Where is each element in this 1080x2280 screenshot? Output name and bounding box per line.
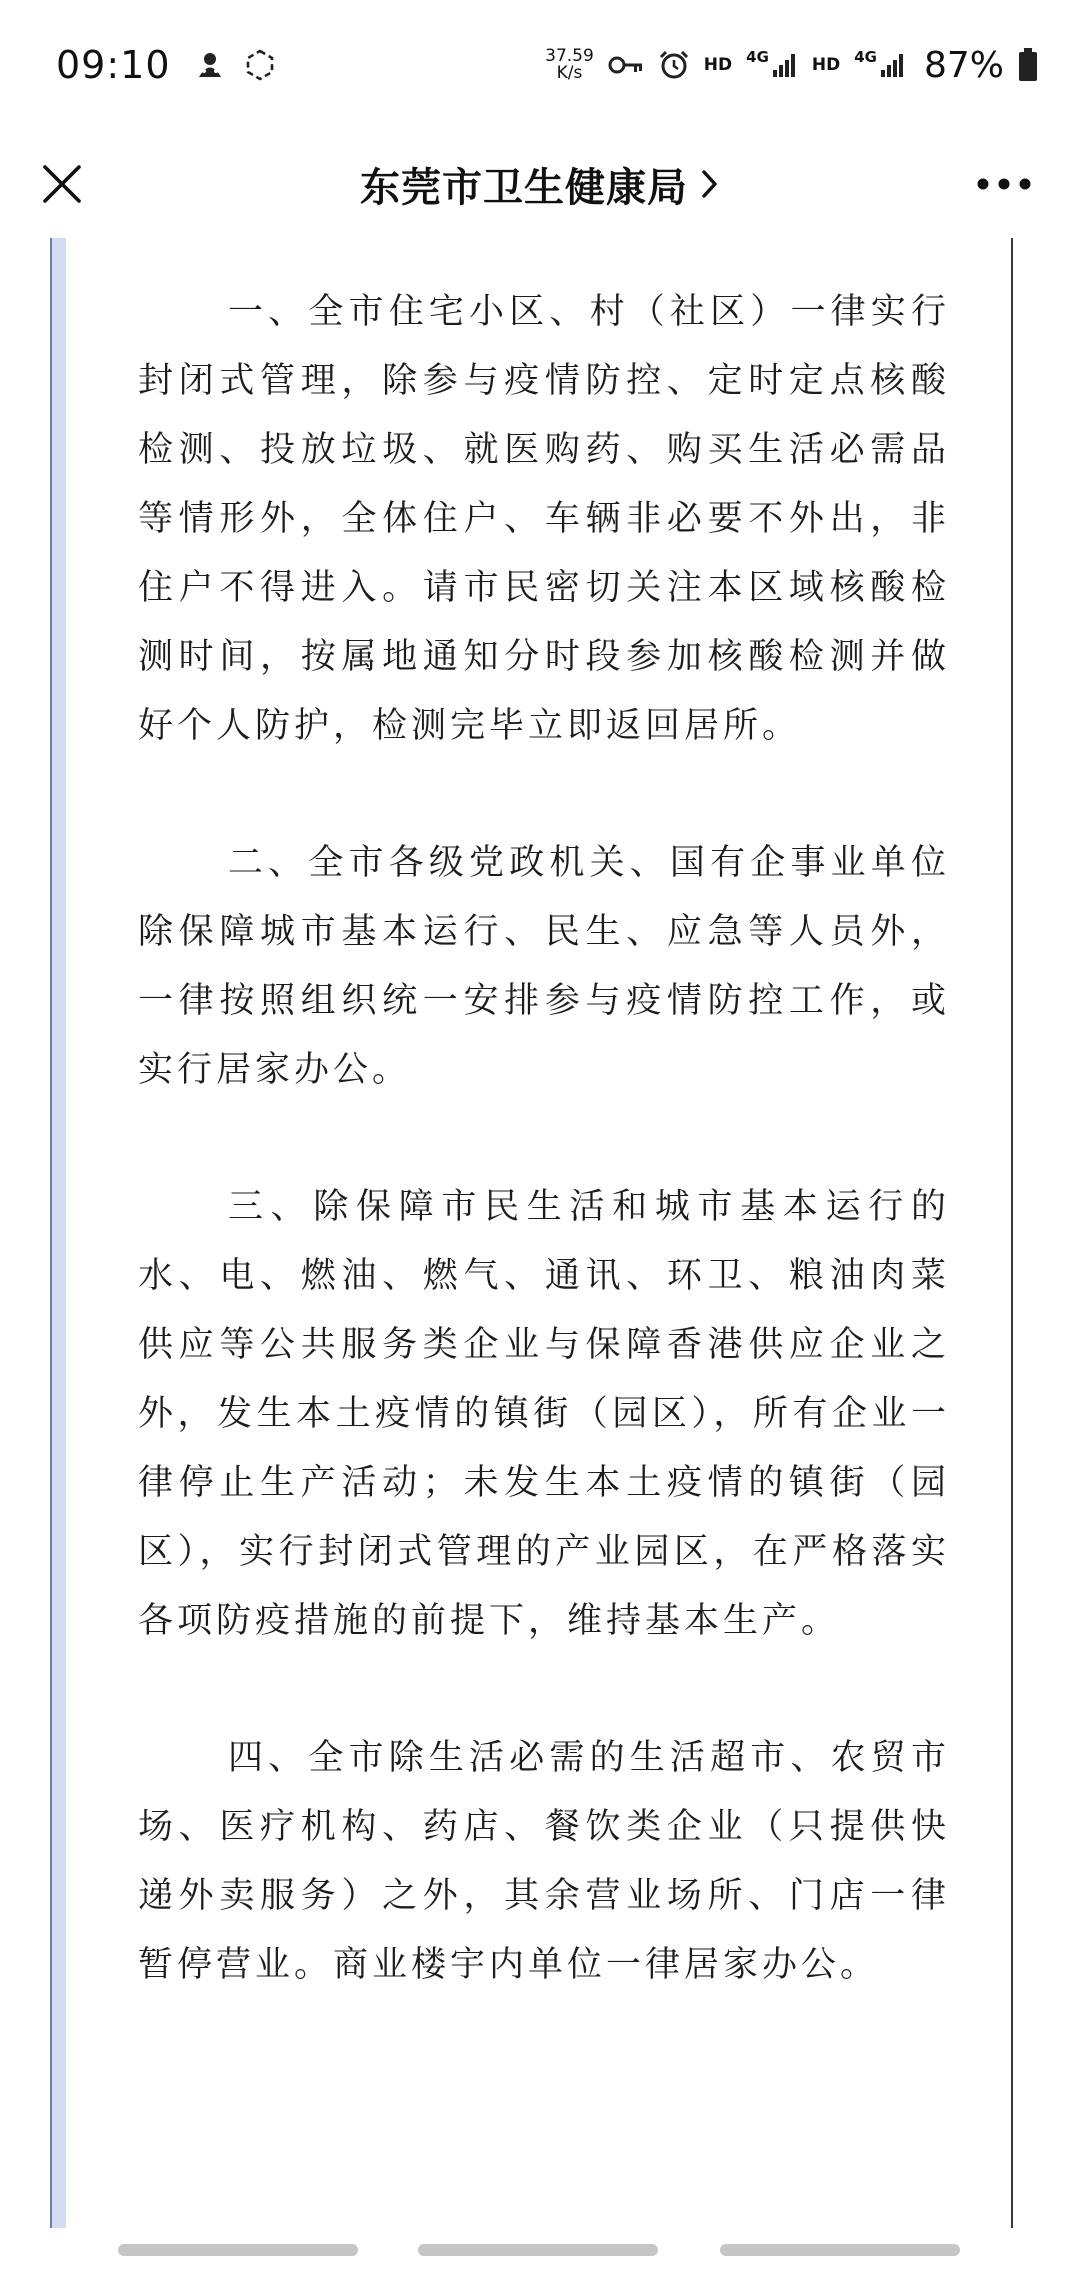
network-speed-unit: K/s [556, 63, 583, 83]
article-content[interactable] [0, 238, 1080, 2228]
article-paragraph-1: 一、全市住宅小区、村（社区）一律实行封闭式管理，除参与疫情防控、定时定点核酸检测、投放垃圾、就医购药、购买生活必需品等情形外，全体住户、车辆非必要不外出，非住户不得进入。请市民密切关注本区域核酸检测时间，按属地通知分时段参加核酸检测并做好个人防护，检测完毕立即返回居所。 [138, 292, 950, 746]
article-body [138, 278, 950, 2068]
title-bar [0, 130, 1080, 238]
network-speed [545, 48, 594, 82]
blockquote-accent-bar [50, 238, 66, 2228]
more-horizontal-icon [976, 177, 1032, 191]
scroll-hint-bar [118, 2244, 358, 2256]
page-title: 东莞市卫生健康局 [360, 164, 688, 211]
account-title-link[interactable] [0, 130, 1080, 238]
battery-percentage: 87% [923, 44, 1004, 86]
battery-icon [1018, 48, 1038, 82]
notification-icon [195, 50, 225, 80]
close-button[interactable] [30, 152, 94, 216]
article-paragraph-4: 四、全市除生活必需的生活超市、农贸市场、医疗机构、药店、餐饮类企业（只提供快递外卖服务）之外，其余营业场所、门店一律暂停营业。商业楼宇内单位一律居家办公。 [138, 1738, 950, 1985]
scroll-hint-bar [418, 2244, 658, 2256]
signal-bars-icon [880, 52, 906, 78]
signal-group-2 [854, 48, 906, 78]
article-paragraph-2: 二、全市各级党政机关、国有企事业单位除保障城市基本运行、民生、应急等人员外，一律按照组织统一安排参与疫情防控工作，或实行居家办公。 [138, 843, 950, 1090]
status-time: 09:10 [56, 43, 171, 87]
status-left [56, 43, 277, 87]
chevron-right-icon [700, 167, 720, 201]
article-paragraph-3: 三、除保障市民生活和城市基本运行的水、电、燃油、燃气、通讯、环卫、粮油肉菜供应等公共服务类企业与保障香港供应企业之外，发生本土疫情的镇街（园区），所有企业一律停止生产活动；未发生本土疫情的镇街（园区），实行封闭式管理的产业园区，在严格落实各项防疫措施的前提下，维持基本生产。 [138, 1187, 950, 1641]
network-type-label-2: 4G [854, 48, 877, 66]
network-speed-value: 37.59 [545, 46, 594, 66]
signal-bars-icon [772, 52, 798, 78]
more-options-button[interactable] [964, 156, 1044, 212]
bottom-scroll-indicators [0, 2244, 1080, 2258]
hd-voice-badge-2: HD [811, 55, 841, 75]
hd-voice-badge-1: HD [703, 55, 733, 75]
scroll-hint-bar [720, 2244, 960, 2256]
signal-group-1 [746, 48, 798, 78]
content-border-line [1011, 238, 1013, 2228]
network-type-label-1: 4G [746, 48, 769, 66]
hexagon-app-icon [243, 48, 277, 82]
status-bar [0, 0, 1080, 130]
key-icon [608, 54, 644, 76]
status-right [545, 45, 1038, 86]
close-icon [42, 164, 82, 204]
alarm-icon [658, 49, 690, 81]
